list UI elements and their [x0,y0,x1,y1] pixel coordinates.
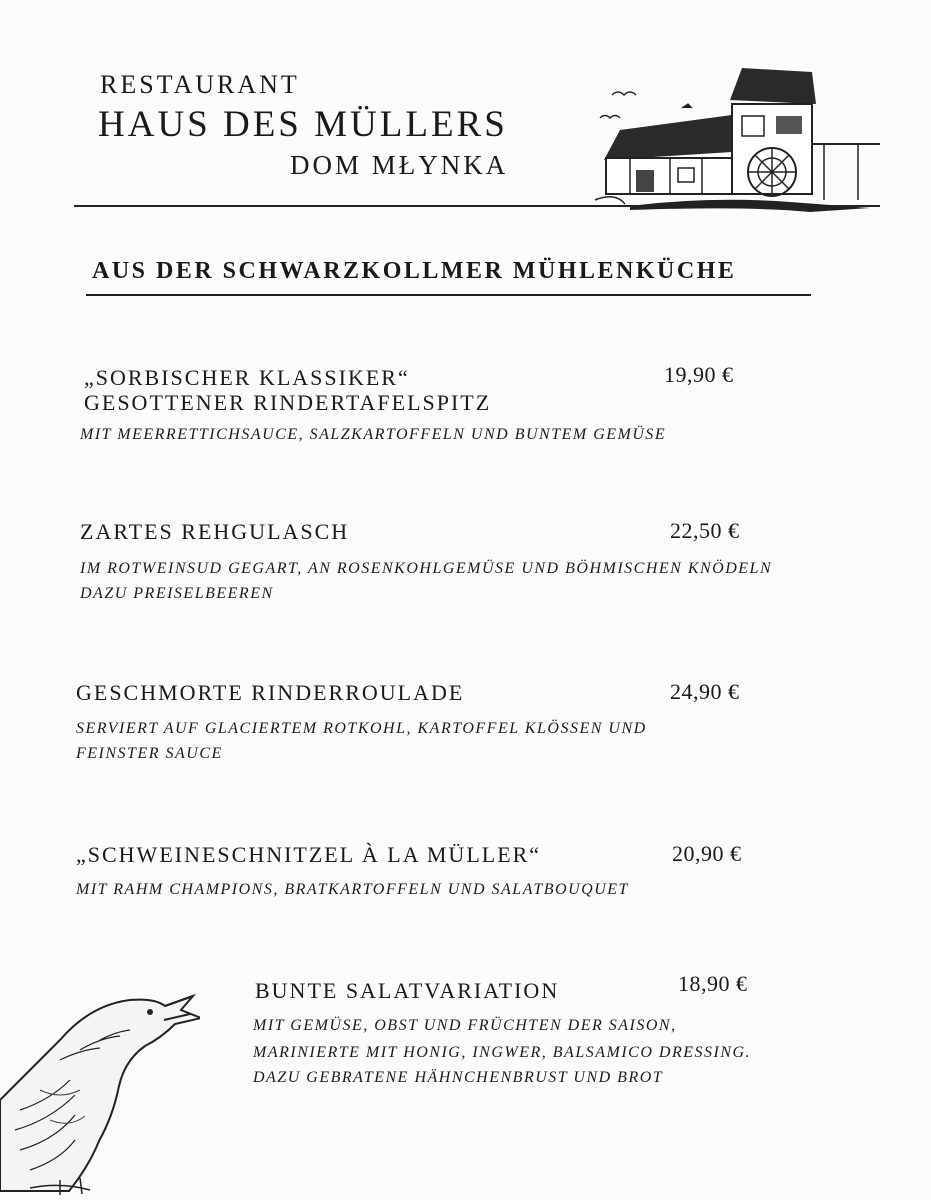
dish-description: MIT GEMÜSE, OBST UND FRÜCHTEN DER SAISON, [253,1017,677,1034]
dish-price: 22,50 € [670,518,740,543]
section-title: AUS DER SCHWARZKOLLMER MÜHLENKÜCHE [92,258,737,284]
restaurant-label: RESTAURANT [100,70,300,99]
dish-name: „SORBISCHER KLASSIKER“ [84,365,410,390]
dish-name: GESCHMORTE RINDERROULADE [76,680,465,705]
watermill-illustration [590,60,885,215]
dish-description: MARINIERTE MIT HONIG, INGWER, BALSAMICO DRESSING. [253,1044,752,1061]
dish-name: GESOTTENER RINDERTAFELSPITZ [84,390,492,415]
dish-price: 18,90 € [678,971,748,996]
dish-description: DAZU PREISELBEEREN [80,585,274,602]
dish-description: FEINSTER SAUCE [76,745,223,762]
dish-price: 20,90 € [672,841,742,866]
dish-price: 24,90 € [670,679,740,704]
section-divider [86,294,811,296]
restaurant-name: HAUS DES MÜLLERS [98,104,508,145]
dish-price: 19,90 € [664,362,734,387]
dish-description: MIT MEERRETTICHSAUCE, SALZKARTOFFELN UND BUNTEM GEMÜSE [80,426,667,443]
dish-description: SERVIERT AUF GLACIERTEM ROTKOHL, KARTOFFEL KLÖSSEN UND [76,720,647,737]
raven-illustration [0,990,200,1200]
dish-description: DAZU GEBRATENE HÄHNCHENBRUST UND BROT [253,1069,664,1086]
header-divider [74,205,880,207]
dish-description: MIT RAHM CHAMPIONS, BRATKARTOFFELN UND SALATBOUQUET [76,881,629,898]
dish-name: ZARTES REHGULASCH [80,519,350,544]
dish-description: IM ROTWEINSUD GEGART, AN ROSENKOHLGEMÜSE UND BÖHMISCHEN KNÖDELN [80,560,773,577]
dish-name: „SCHWEINESCHNITZEL À LA MÜLLER“ [76,842,542,867]
dish-name: BUNTE SALATVARIATION [255,978,560,1003]
restaurant-subtitle: DOM MŁYNKA [290,150,509,180]
